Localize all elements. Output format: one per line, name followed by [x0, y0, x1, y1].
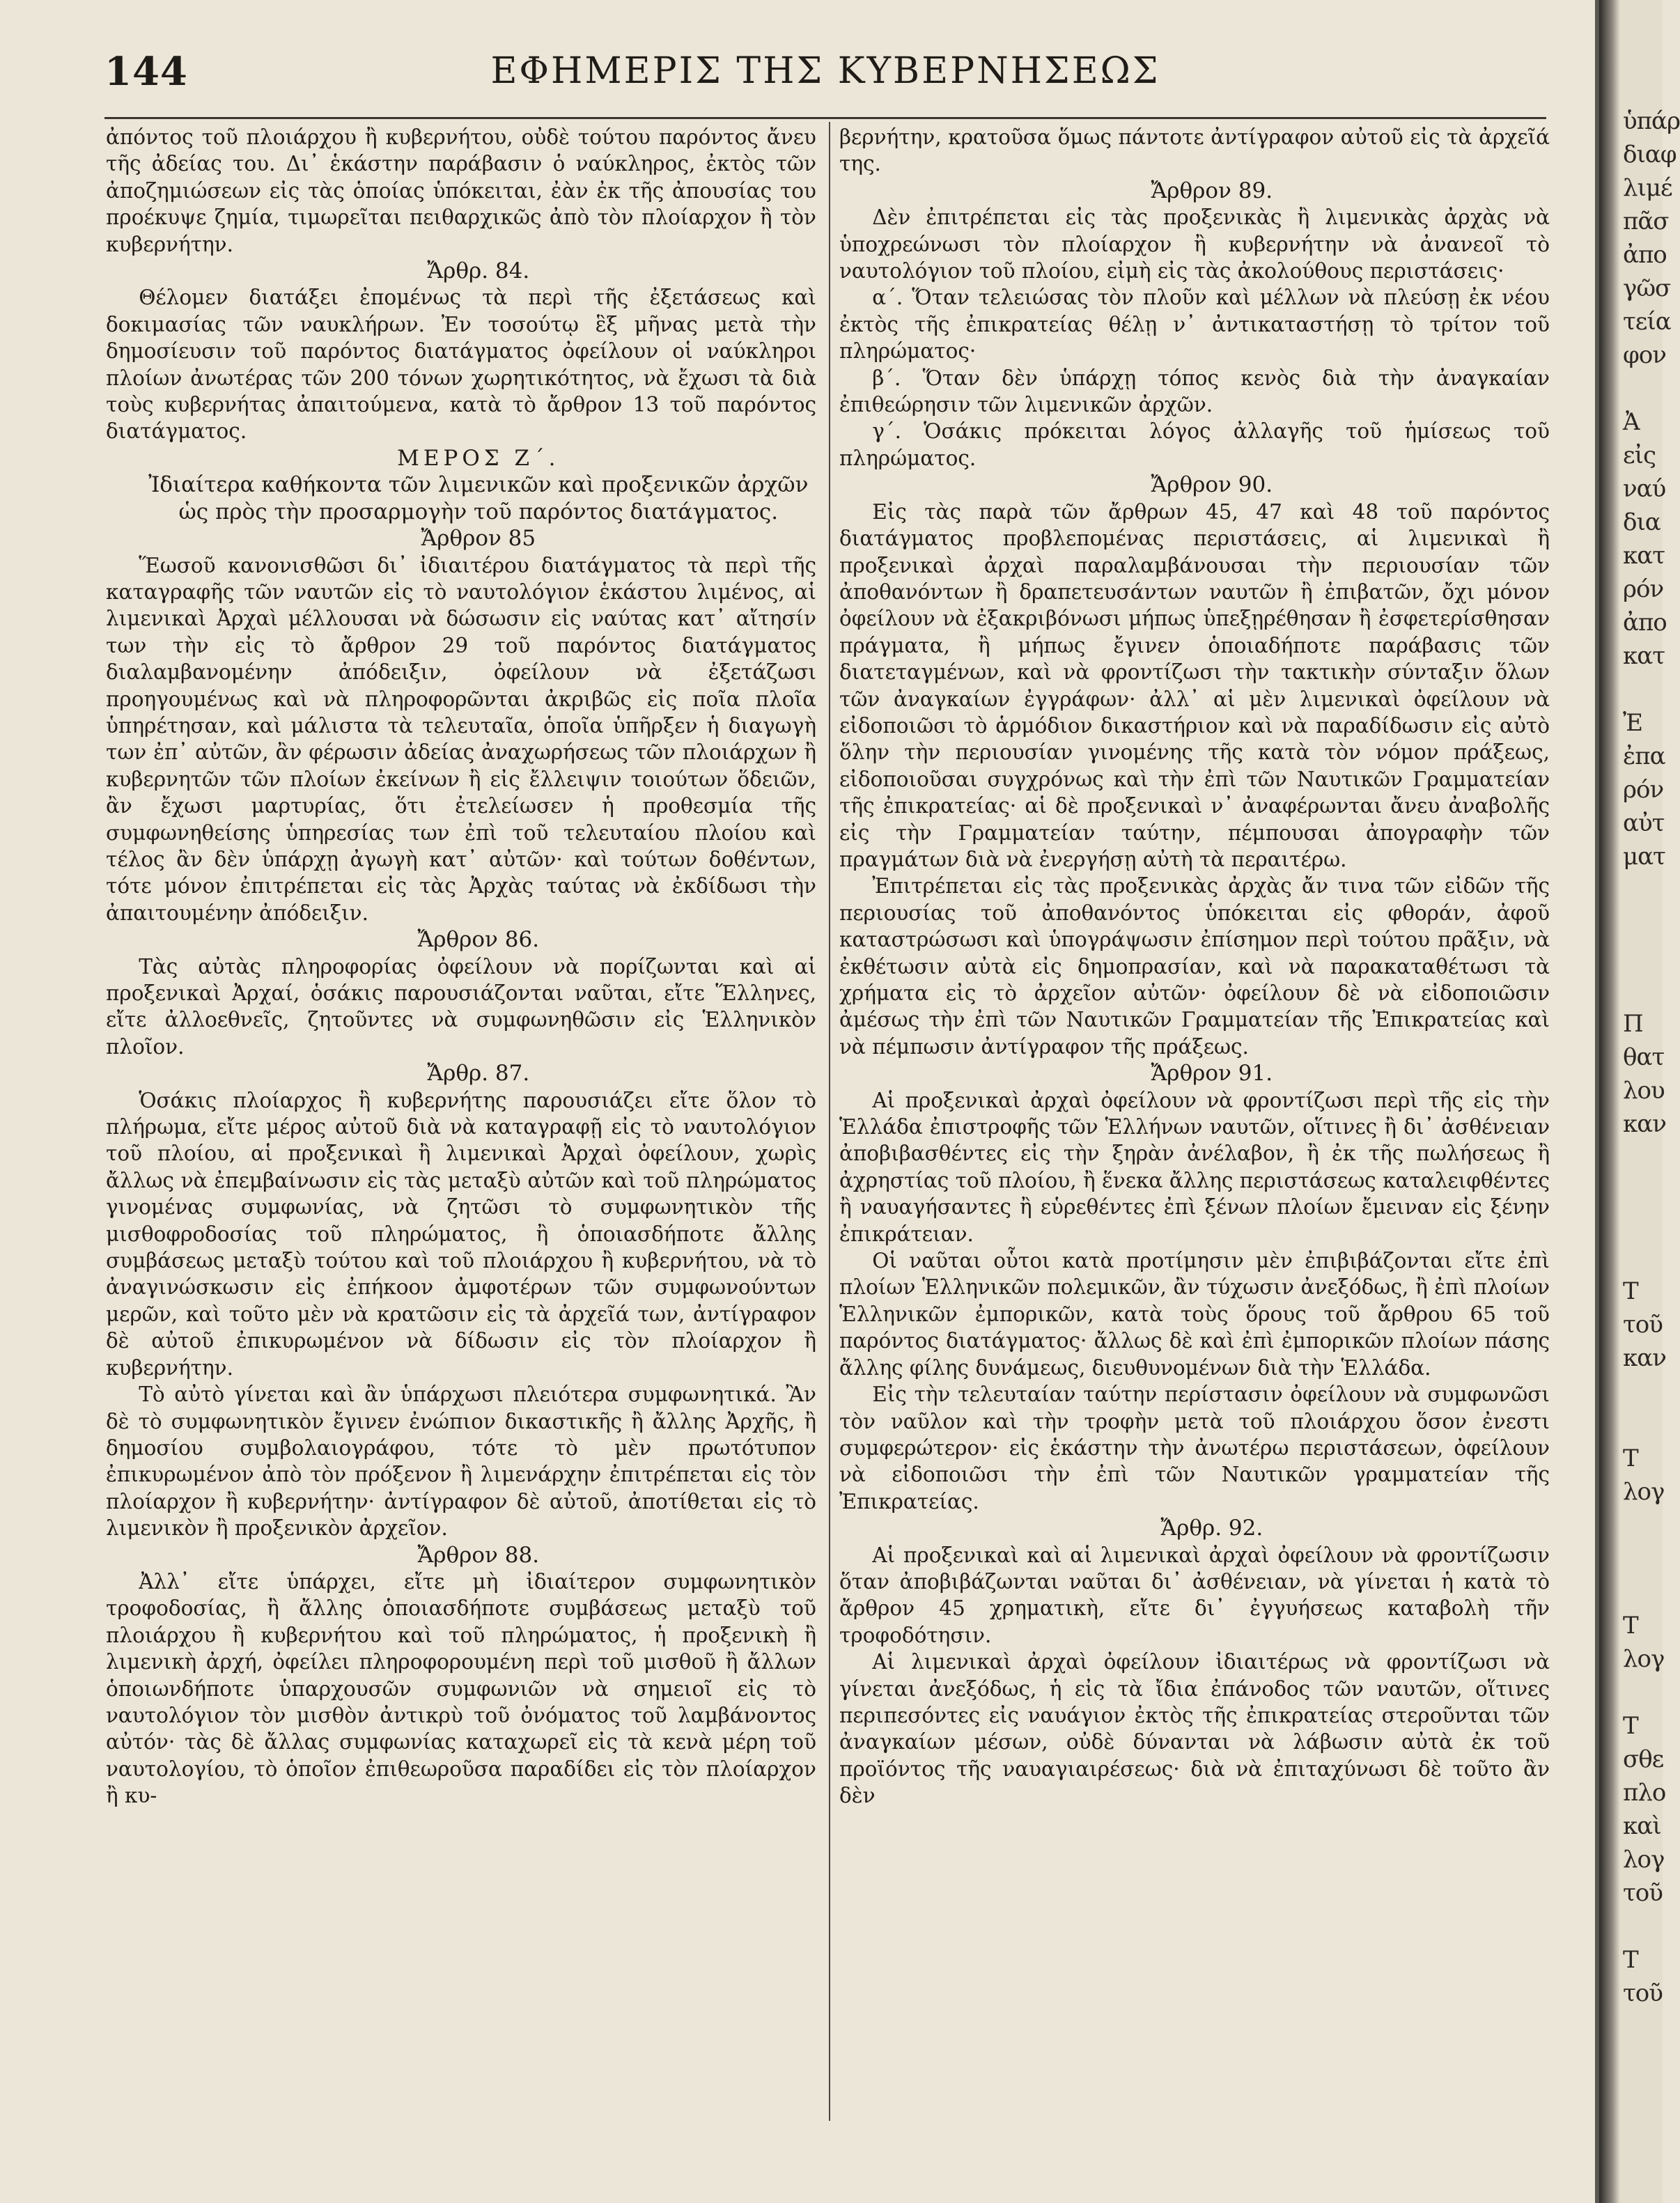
article-heading: Ἄρθρον 91. — [1151, 1061, 1273, 1087]
article-heading: Ἄρθρ. 92. — [1160, 1516, 1263, 1541]
page-header — [104, 49, 1546, 111]
paragraph: Δὲν ἐπιτρέπεται εἰς τὰς προξενικὰς ἢ λιμενικὰς ἀρχὰς νὰ ὑποχρεώνωσι τὸν πλοίαρχον ἢ κυβερνήτην νὰ ἀνανεοῖ τὸ ναυτολόγιον τοῦ πλοίου, εἰμὴ εἰς τὰς ἀκολούθους περιστάσεις· — [839, 205, 1550, 283]
paragraph: β΄. Ὅταν δὲν ὑπάρχῃ τόπος κενὸς διὰ τὴν ἀναγκαίαν ἐπιθεώρησιν τῶν λιμενικῶν ἀρχῶν. — [839, 366, 1550, 417]
paragraph: Αἱ προξενικαὶ καὶ αἱ λιμενικαὶ ἀρχαὶ ὀφείλουν νὰ φροντίζωσιν ὅταν ἀποβιβάζωνται ναῦται δι᾽ ἀσθένειαν, νὰ γίνεται ἡ κατὰ τὸ ἄρθρον 45 χρηματικὴ, εἴτε δι᾽ ἐγγυήσεως καταβολὴ τῆν τροφοδότησιν. — [839, 1543, 1550, 1647]
paragraph: Ἕωσοῦ κανονισθῶσι δι᾽ ἰδιαιτέρου διατάγματος τὰ περὶ τῆς καταγραφῆς τῶν ναυτῶν εἰς τὸ ναυτολόγιον ἑκάστου λιμένος, αἱ λιμενικαὶ Ἀρχαὶ μέλλουσαι νὰ δώσωσιν εἰς ναύτας κατ᾽ αἴτησίν των τὴν εἰς τὸ ἄρθρον 29 τοῦ παρόντος διατάγματος διαλαμβανομένην ἀπόδειξιν, ὀφείλουν νὰ ἐξετάζωσι προηγουμένως καὶ νὰ πληροφορῶνται ἀκριβῶς εἰς ποῖα πλοῖα ὑπηρέτησαν, καὶ μάλιστα τὰ τελευταῖα, ὁποῖα ὑπῆρξεν ἡ διαγωγὴ των ἐπ᾽ αὐτῶν, ἂν φέρωσιν ἀδείας ἀναχωρήσεως τῶν πλοιάρχων ἢ κυβερνητῶν τῶν πλοίων ἐκείνων ἢ εἰς ἔλλειψιν τοιούτων ὅδειῶν, ἂν ἔχωσι μαρτυρίας, ὅτι ἐτελείωσεν ἡ προθεσμία τῆς συμφωνηθείσης ὑπηρεσίας των ἐπὶ τοῦ τελευταίου πλοίου καὶ τέλος ἂν δὲν ὑπάρχῃ ἀγωγὴ κατ᾽ αὐτῶν· καὶ τούτων δοθέντων, τότε μόνον ἐπιτρέπεται εἰς τὰς Ἀρχὰς ταύτας νὰ ἐκδίδωσι τὴν ἀπαιτουμένην ἀπόδειξιν. — [106, 553, 816, 925]
header-rule — [104, 117, 1546, 119]
paragraph: Αἱ προξενικαὶ ἀρχαὶ ὀφείλουν νὰ φροντίζωσι περὶ τῆς εἰς τὴν Ἑλλάδα ἐπιστροφῆς τῶν Ἑλλήνων ναυτῶν, οἵτινες ἢ δι᾽ ἀσθένειαν ἀποβιβασθέντες εἰς τὴν ξηρὰν ἀνέλαβον, ἢ ἐκ τῆς πωλήσεως ἢ ἀχρηστίας τοῦ πλοίου, ἢ ἕνεκα ἄλλης περιστάσεως καταλειφθέντες ἢ ναυαγήσαντες ἢ εὑρεθέντες ἐπὶ ξένων πλοίων ἔμειναν εἰς ξένην ἐπικράτειαν. — [839, 1088, 1550, 1246]
right-column — [839, 124, 1550, 1809]
paragraph: βερνήτην, κρατοῦσα ὅμως πάντοτε ἀντίγραφον αὐτοῦ εἰς τὰ ἀρχεῖά της. — [839, 125, 1550, 176]
book-gutter — [1599, 0, 1620, 2203]
part-subtitle: ὡς πρὸς τὴν προσαρμογὴν τοῦ παρόντος διατάγματος. — [178, 499, 779, 524]
paragraph: Θέλομεν διατάξει ἐπομένως τὰ περὶ τῆς ἐξετάσεως καὶ δοκιμασίας τῶν ναυκλήρων. Ἐν τοσούτῳ ἓξ μῆνας μετὰ τὴν δημοσίευσιν τοῦ παρόντος διατάγματος ὀφείλουν οἱ ναύκληροι πλοίων ἀνωτέρας τῶν 200 τόνων χωρητικότητος, νὰ ἔχωσι τὰ διὰ τοὺς κυβερνήτας ἀπαιτούμενα, κατὰ τὸ ἄρθρον 13 τοῦ παρόντος διατάγματος. — [106, 286, 816, 444]
paragraph: ἀπόντος τοῦ πλοιάρχου ἢ κυβερνήτου, οὐδὲ τούτου παρόντος ἄνευ τῆς ἀδείας του. Δι᾽ ἑκάστην παράβασιν ὁ ναύκληρος, ἐκτὸς τῶν ἀποζημιώσεων εἰς τὰς ὁποίας ὑπόκειται, ἐὰν ἐκ τῆς ἀπουσίας του προέκυψε ζημία, τιμωρεῖται πειθαρχικῶς ἀπὸ τὸν πλοίαρχον ἢ τὸν κυβερνήτην. — [106, 125, 816, 256]
left-column — [106, 124, 816, 1809]
paragraph: Τὸ αὐτὸ γίνεται καὶ ἂν ὑπάρχωσι πλειότερα συμφωνητικά. Ἂν δὲ τὸ συμφωνητικὸν ἔγινεν ἐνώπιον δικαστικῆς ἢ ἄλλης Ἀρχῆς, ἢ δημοσίου συμβολαιογράφου, τότε τὸ μὲν πρωτότυπον ἐπικυρωμένον ἀπὸ τὸν πρόξενον ἢ λιμενάρχην ἐπιτρέπεται εἰς τὸν πλοίαρχον ἢ κυβερνήτην· ἀντίγραφον δὲ αὐτοῦ, ἀποτίθεται εἰς τὸ λιμενικὸν ἢ προξενικὸν ἀρχεῖον. — [106, 1383, 816, 1541]
article-heading: Ἄρθρον 88. — [417, 1542, 540, 1568]
paragraph: Αἱ λιμενικαὶ ἀρχαὶ ὀφείλουν ἰδιαιτέρως νὰ φροντίζωσι νὰ γίνεται ἀνεξόδως, ἡ εἰς τὰ ἴδια ἐπάνοδος τῶν ναυτῶν, οἵτινες περιπεσόντες εἰς ναυάγιον ἐκτὸς τῆς ἐπικρατείας στεροῦνται τῶν ἀναγκαίων μέσων, οὐδὲ δύνανται νὰ λάβωσιν αὐτὰ ἐκ τοῦ προϊόντος τῆς ναυαγιαιρέσεως· διὰ νὰ ἐπιταχύνωσι δὲ τοῦτο ἂν δὲν — [839, 1650, 1550, 1808]
column-divider — [829, 122, 830, 2121]
part-subtitle: Ἰδιαίτερα καθήκοντα τῶν λιμενικῶν καὶ προξενικῶν ἀρχῶν — [148, 472, 809, 498]
article-heading: Ἄρθρον 86. — [417, 927, 540, 953]
article-heading: Ἄρθρον 90. — [1151, 472, 1273, 498]
paragraph: Τὰς αὐτὰς πληροφορίας ὀφείλουν νὰ πορίζωνται καὶ αἱ προξενικαὶ Ἀρχαί, ὁσάκις παρουσιάζονται ναῦται, εἴτε Ἕλληνες, εἴτε ἀλλοεθνεῖς, ζητοῦντες νὰ συμφωνηθῶσιν εἰς Ἑλληνικὸν πλοῖον. — [106, 954, 816, 1059]
paragraph: Ὁσάκις πλοίαρχος ἢ κυβερνήτης παρουσιάζει εἴτε ὅλον τὸ πλήρωμα, εἴτε μέρος αὐτοῦ διὰ νὰ καταγραφῇ εἰς τὸ ναυτολόγιον τοῦ πλοίου, αἱ προξενικαὶ ἢ λιμενικαὶ Ἀρχαὶ ὀφείλουν, χωρὶς ἄλλως νὰ ἐπεμβαίνωσιν εἰς τὰς μεταξὺ αὐτῶν καὶ τοῦ πληρώματος γινομένας συμφωνίας, νὰ ζητῶσι τὸ συμφωνητικὸν τῆς μισθοφροδοσίας τοῦ πληρώματος, ἢ ὁποιασδήποτε ἄλλης συμβάσεως μεταξὺ τούτου καὶ τοῦ πλοιάρχου ἢ κυβερνήτου, νὰ τὸ ἀναγινώσκωσιν εἰς ἐπήκοον ἀμφοτέρων τῶν συμφωνούντων μερῶν, καὶ τοῦτο μὲν νὰ κρατῶσιν εἰς τὰ ἀρχεῖά των, ἀντίγραφον δὲ αὐτοῦ ἐπικυρωμένον νὰ δίδωσιν εἰς τὸν πλοίαρχον ἢ κυβερνήτην. — [106, 1088, 816, 1380]
paragraph: γ΄. Ὁσάκις πρόκειται λόγος ἀλλαγῆς τοῦ ἡμίσεως τοῦ πληρώματος. — [839, 419, 1550, 470]
part-heading: ΜΕΡΟΣ Ζ΄. — [397, 445, 560, 471]
journal-title: ΕΦΗΜΕΡΙΣ ΤΗΣ ΚΥΒΕΡΝΗΣΕΩΣ — [490, 50, 1160, 92]
page-number: 144 — [104, 49, 188, 95]
article-heading: Ἄρθρ. 84. — [427, 258, 530, 284]
paragraph: α΄. Ὅταν τελειώσας τὸν πλοῦν καὶ μέλλων νὰ πλεύσῃ ἐκ νέου ἐκτὸς τῆς ἐπικρατείας θέλῃ ν᾽ ἀντικαταστήσῃ τὸ τρίτον τοῦ πληρώματος· — [839, 286, 1550, 364]
paragraph: Οἱ ναῦται οὗτοι κατὰ προτίμησιν μὲν ἐπιβιβάζονται εἴτε ἐπὶ πλοίων Ἑλληνικῶν πολεμικῶν, ἂν τύχωσιν ἀνεξόδως, ἢ ἐπὶ πλοίων Ἑλληνικῶν ἐμπορικῶν, κατὰ τοὺς ὅρους τοῦ ἄρθρου 65 τοῦ παρόντος διατάγματος· ἄλλως δὲ καὶ ἐπὶ ἐμπορικῶν πλοίων πάσης ἄλλης φίλης δυνάμεως, διευθυνομένων διὰ τὴν Ἑλλάδα. — [839, 1249, 1550, 1380]
paragraph: Εἰς τὴν τελευταίαν ταύτην περίστασιν ὀφείλουν νὰ συμφωνῶσι τὸν ναῦλον καὶ τὴν τροφὴν μετὰ τοῦ πλοιάρχου ὅσον ἐνεστι συμφερώτερον· εἰς ἑκάστην τὴν ἀνωτέρω περιστάσεων, ὀφείλουν νὰ εἰδοποιῶσι τὴν ἐπὶ τῶν Ναυτικῶν γραμματείαν τῆς Ἐπικρατείας. — [839, 1383, 1550, 1513]
adjacent-page-edge — [1595, 0, 1680, 2203]
paragraph: Ἀλλ᾽ εἴτε ὑπάρχει, εἴτε μὴ ἰδιαίτερον συμφωνητικὸν τροφοδοσίας, ἢ ἄλλης ὁποιασδήποτε συμβάσεως μεταξὺ τοῦ πλοιάρχου ἢ κυβερνήτου καὶ τοῦ πληρώματος, ἡ προξενικὴ ἢ λιμενικὴ ἀρχή, ὀφείλει πληροφορουμένη περὶ τοῦ μισθοῦ ἢ ἄλλων ὁποιωνδήποτε ὑπαρχουσῶν συμφωνιῶν νὰ σημειοῖ εἰς τὸ ναυτολόγιον τὸν μισθὸν ἀντικρὺ τοῦ ὀνόματος τοῦ λαμβάνοντος αὐτόν· τὰς δὲ ἄλλας συμφωνίας καταχωρεῖ εἰς τὰ κενὰ μέρη τοῦ ναυτολογίου, τὸ ὁποῖον ἐπιθεωροῦσα παραδίδει εἰς τὸν πλοίαρχον ἢ κυ- — [106, 1569, 816, 1808]
paragraph: Εἰς τὰς παρὰ τῶν ἄρθρων 45, 47 καὶ 48 τοῦ παρόντος διατάγματος προβλεπομένας περιστάσεις, αἱ λιμενικαὶ ἢ προξενικαὶ ἀρχαὶ παραλαμβάνουσαι τὴν περιουσίαν τῶν ἀποθανόντων ἢ δραπετευσάντων ναυτῶν ἢ ἐπιβατῶν, ὄχι μόνον ὀφείλουν νὰ ἐξακριβόνωσι μήπως ὑπεξῃρέθησαν ἢ ἐσφετερίσθησαν πράγματα, ἢ μήπως ἔγινεν ὁποιαδήποτε παράβασις τῶν διατεταγμένων, καὶ νὰ φροντίζωσι τὴν τακτικὴν σύνταξιν ὅλων τῶν ἀναγκαίων ἐγγράφων· ἀλλ᾽ αἱ μὲν λιμενικαὶ ὀφείλουν νὰ εἰδοποιῶσι τὸ ἁρμόδιον δικαστήριον καὶ νὰ παραδίδωσιν εἰς αὐτὸ ὅλην τὴν περιουσίαν γινομένης τῆς κατὰ τὸν νόμον πράξεως, εἰδοποιοῦσαι συγχρόνως καὶ τὴν ἐπὶ τῶν Ναυτικῶν Γραμματείαν τῆς ἐπικρατείας· αἱ δὲ προξενικαὶ ν᾽ ἀναφέρωνται ἄνευ ἀναβολῆς εἰς τὴν Γραμματείαν ταύτην, πέμπουσαι ἀπογραφὴν τῶν πραγμάτων διὰ νὰ ἐνεργήσῃ αὐτὴ τὰ περαιτέρω. — [839, 499, 1550, 871]
article-heading: Ἄρθρον 85 — [421, 526, 536, 552]
article-heading: Ἄρθρον 89. — [1151, 178, 1273, 203]
adjacent-page-text: ὑπάρ διαφ λιμέ πᾶσ ἀπο γῶσ τεία φον Ἀ εἰς ναύ δια κατ ρόν ἀπο κατ Ἐ ἐπα ρόν αὐτ ματ Π θατ λου καν Τ τοῦ καν Τ λογ Τ λογ Τ σθε πλο καὶ λογ τοῦ Τ τοῦ — [1623, 107, 1680, 2007]
article-heading: Ἄρθρ. 87. — [427, 1061, 530, 1087]
paragraph: Ἐπιτρέπεται εἰς τὰς προξενικὰς ἀρχὰς ἄν τινα τῶν εἰδῶν τῆς περιουσίας τοῦ ἀποθανόντος ὑπόκειται εἰς φθοράν, ἀφοῦ καταστρώσωσι καὶ ὑπογράψωσιν ἐπίσημον περὶ τούτου πρᾶξιν, νὰ ἐκθέτωσιν αὐτὰ εἰς δημοπρασίαν, καὶ νὰ παρακαταθέτωσι τὰ χρήματα εἰς τὸ ἀρχεῖον αὐτῶν· ὀφείλουν δὲ νὰ εἰδοποιῶσιν ἀμέσως τὴν ἐπὶ τῶν Ναυτικῶν Γραμματείαν τῆς Ἐπικρατείας καὶ νὰ πέμπωσιν ἀντίγραφον τῆς πράξεως. — [839, 874, 1550, 1059]
